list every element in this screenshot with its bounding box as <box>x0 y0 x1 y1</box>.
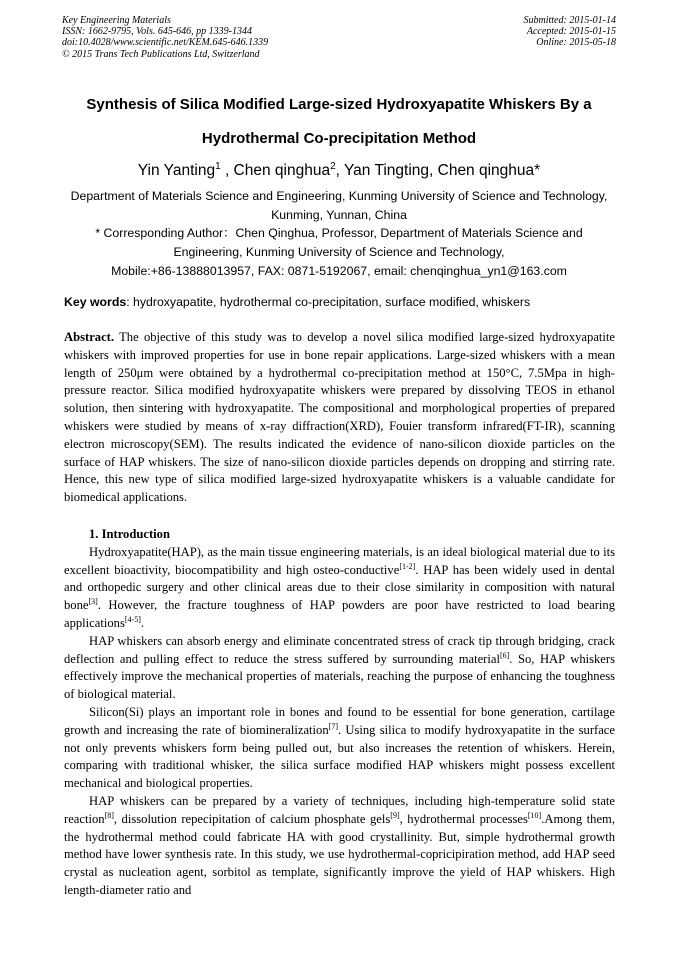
other-authors: , Yan Tingting, Chen qinghua* <box>335 162 541 180</box>
title-line-1: Synthesis of Silica Modified Large-sized Hydroxyapatite Whiskers By a <box>86 96 592 113</box>
author-2-affil: 2 <box>330 161 336 172</box>
citation: [4-5] <box>124 614 141 624</box>
author-1: Yin Yanting <box>137 162 216 180</box>
journal-name: Key Engineering Materials <box>62 15 171 26</box>
intro-paragraph-3: Silicon(Si) plays an important role in bones and found to be essential for bone generation, cartilage growth and increasing the rate of biomineralization[7]. Using silica to modify hydroxyapatite in the surface not only prevents whiskers form being pulled out, but also increases the retention of whiskers. Herein, comparing with traditional whisker, the silica surface modified HAP whiskers might possess excellent mechanical and biological properties. <box>64 704 615 791</box>
abstract-paragraph <box>64 329 615 507</box>
citation: [9] <box>390 810 400 820</box>
publication-dates <box>524 15 617 49</box>
issn: ISSN: 1662-9795, Vols. 645-646, pp 1339-1344 <box>62 26 252 38</box>
introduction-section <box>64 526 615 900</box>
paper-title <box>40 88 638 156</box>
keywords-text: : hydroxyapatite, hydrothermal co-precipitation, surface modified, whiskers <box>126 295 531 309</box>
author-list <box>40 157 638 181</box>
abstract-label: Abstract. <box>64 330 115 344</box>
intro-paragraph-2: HAP whiskers can absorb energy and eliminate concentrated stress of crack tip through bridging, crack deflection and pulling effect to reduce the stress suffered by surrounding material[6]. So, HAP whiskers effectively improve the mechanical properties of materials, reaching the purpose of enhancing the toughness of biological material. <box>64 633 615 702</box>
title-line-2: Hydrothermal Co-precipitation Method <box>201 130 477 147</box>
abstract <box>64 329 615 507</box>
citation: [6] <box>499 650 510 660</box>
doi: doi:10.4028/www.scientific.net/KEM.645-646.1339 <box>62 37 269 49</box>
contact-info: Mobile:+86-13888013957, FAX: 0871-5192067, email: chenqinghua_yn1@163.com <box>111 263 567 278</box>
intro-paragraph-4: HAP whiskers can be prepared by a variety of techniques, including high-temperature solid state reaction[8], dissolution repecipitation of calcium phosphate gels[9], hydrothermal processes[10].Among them, the hydrothermal method could fabricate HA with good crystallinity. But, simple hydrothermal growth method have lower synthesis rate. In this study, we use hydrothermal-copricipiration method, add HAP seed crystal as nucleation agent, sorbitol as template, significantly improve the yield of HAP whiskers. High length-diameter ratio and <box>64 793 615 897</box>
abstract-text: The objective of this study was to develop a novel silica modified large-sized hydroxyapatite whiskers with improved properties for use in bone repair applications. Large-sized whiskers with a mean length of 250μm were obtained by a hydrothermal co-precipitation method at 150°C, 7.5Mpa in high-pressure reactor. Silica modified hydroxyapatite whiskers were prepared by dissolving TEOS in ethanol solution, then sintering with hydroxyapatite. The compositional and morphological properties of prepared whiskers were studied by means of x-ray diffraction(XRD), Fouier transform infrared(FT-IR), scanning electron microscopy(SEM). The results indicated the evidence of nano-silicon dioxide particles on the surface of HAP whiskers. The size of nano-silicon dioxide particles depends on dropping and stirring rate. Hence, this new type of silica modified large-sized hydroxyapatite whiskers is a valuable candidate for biomedical applications. <box>64 330 615 505</box>
publication-info <box>62 15 268 60</box>
submitted-date: Submitted: 2015-01-14 <box>523 15 616 26</box>
affiliation-line-1: Department of Materials Science and Engineering, Kunming University of Science and Technology, <box>70 189 608 203</box>
accepted-date: Accepted: 2015-01-15 <box>526 26 616 38</box>
keywords <box>64 294 624 310</box>
affiliation-line-2: Kunming, Yunnan, China <box>271 207 407 222</box>
affiliation-block <box>40 187 638 281</box>
online-date: Online: 2015-05-18 <box>536 37 616 49</box>
affiliation-line-4: Engineering, Kunming University of Science and Technology, <box>173 245 505 260</box>
citation: [8] <box>104 810 114 820</box>
citation: [1-2] <box>399 561 416 571</box>
citation: [10] <box>527 810 542 820</box>
section-heading: 1. Introduction <box>89 527 170 541</box>
corresponding-author: * Corresponding Author：Chen Qinghua, Professor, Department of Materials Science and <box>95 226 583 241</box>
citation: [7] <box>328 721 338 731</box>
citation: [3] <box>88 597 98 606</box>
author-1-affil: 1 <box>215 161 221 172</box>
copyright: © 2015 Trans Tech Publications Ltd, Switzerland <box>62 48 260 60</box>
keywords-label: Key words <box>64 295 127 309</box>
intro-paragraph-1: Hydroxyapatite(HAP), as the main tissue engineering materials, is an ideal biological material due to its excellent bioactivity, biocompatibility and high osteo-conductive[1-2]. HAP has been widely used in dental and orthopedic surgery and other clinical areas due to their close similarity in composition with natural bone[3]. However, the fracture toughness of HAP powders are poor have restricted to load bearing applications[4-5]. <box>64 544 616 630</box>
author-2: , Chen qinghua <box>220 162 331 180</box>
